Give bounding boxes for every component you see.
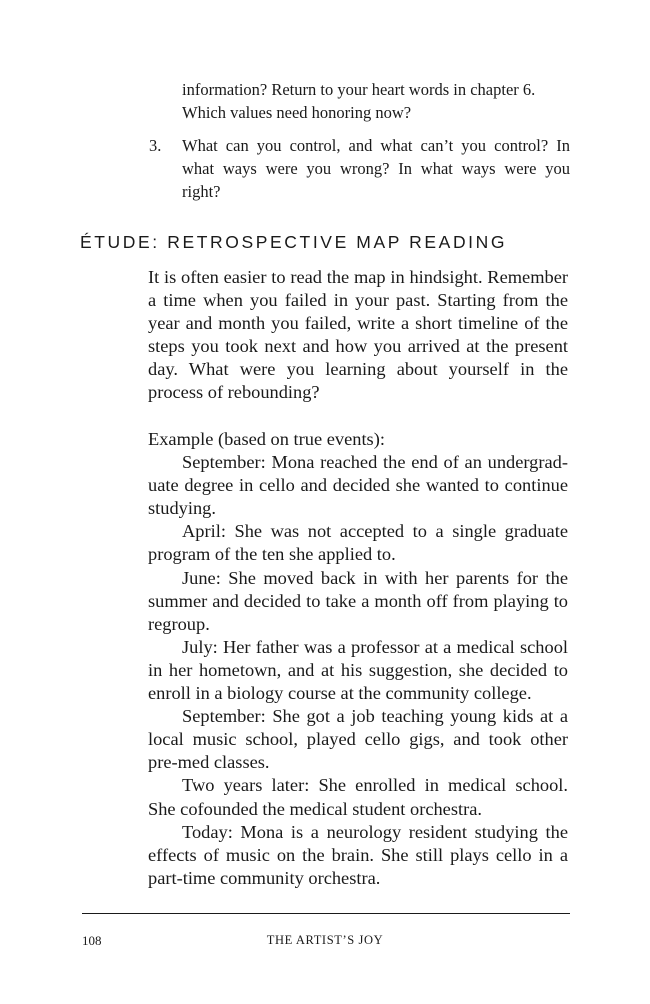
timeline-entry: April: She was not accepted to a single graduate program of the ten she applied to. [148, 521, 568, 565]
intro-paragraph-block [148, 266, 568, 405]
question-text: What can you control, and what can’t you control? In what ways were you wrong? In what ways were you right? [182, 136, 570, 201]
text-line: Which values need honoring now? [182, 103, 412, 122]
running-title: THE ARTIST’S JOY [266, 933, 384, 947]
intro-paragraph: It is often easier to read the map in hindsight. Remember a time when you failed in your past. Starting from the year and month you failed, write a short timeline of the steps you took next and how you arrived at the present day. What were you learning about yourself in the process of rebounding? [148, 267, 568, 403]
timeline-entry: June: She moved back in with her parents for the summer and decided to take a month off from playing to regroup. [148, 567, 568, 634]
timeline-entry: July: Her father was a professor at a medical school in her hometown, and at his suggestion, she decided to enroll in a biology course at the community college. [148, 636, 568, 704]
timeline-entry: September: She got a job teaching young kids at a local music school, played cello gigs, and took other pre-med classes. [148, 706, 568, 773]
example-label: Example (based on true events): [148, 429, 385, 449]
example-block [148, 428, 568, 890]
list-number: 3. [149, 136, 162, 155]
timeline-entry: Today: Mona is a neurology resident studying the effects of music on the brain. She still plays cello in a part-time community orchestra. [148, 821, 568, 888]
page-number: 108 [82, 933, 102, 948]
timeline-entry: September: Mona reached the end of an undergraduate degree in cello and decided she wanted to continue studying. [148, 452, 568, 519]
timeline-entry: Two years later: She enrolled in medical school. She cofounded the medical student orchestra. [148, 775, 568, 819]
footer-rule [82, 913, 570, 914]
section-heading: ÉTUDE: RETROSPECTIVE MAP READING [80, 232, 508, 252]
text-line: information? Return to your heart words in chapter 6. [182, 80, 536, 99]
continued-question-text [182, 78, 570, 124]
numbered-question-3 [149, 134, 570, 203]
